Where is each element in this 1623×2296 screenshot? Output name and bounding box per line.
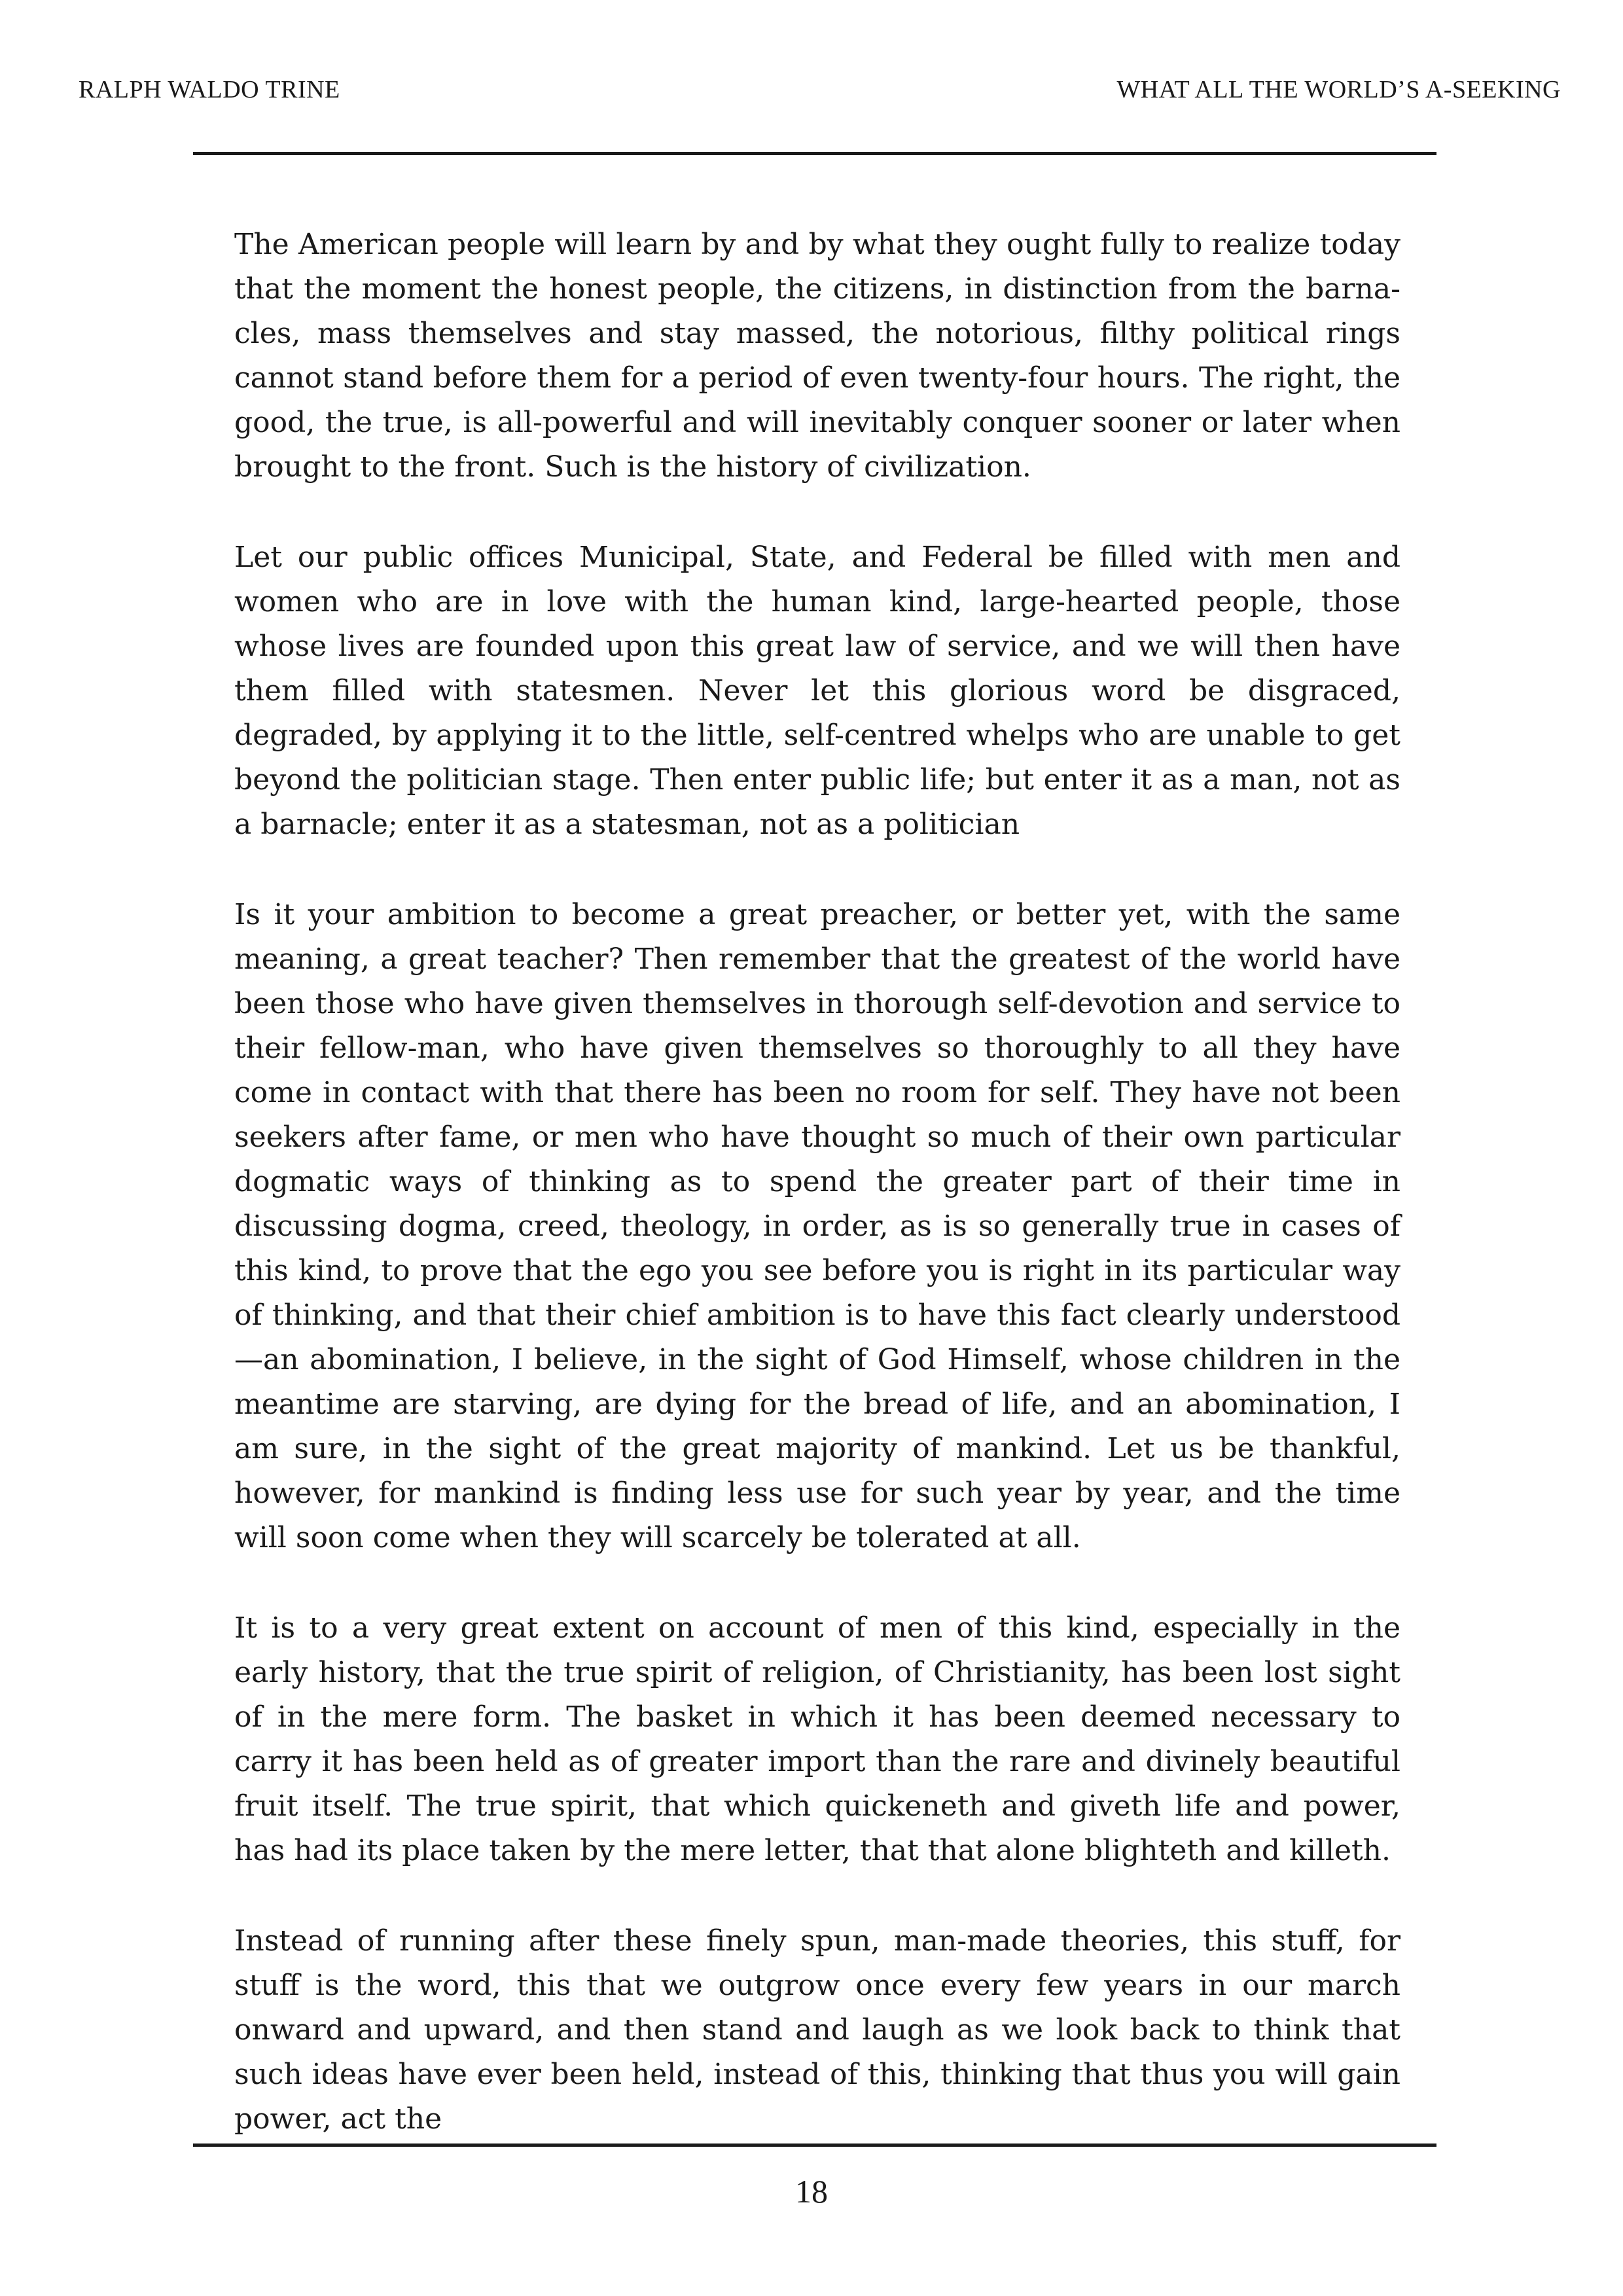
header-rule (193, 152, 1436, 155)
body-text (234, 223, 1400, 2187)
page-number: 18 (795, 2173, 828, 2210)
footer-rule (193, 2144, 1436, 2147)
paragraph: The American people will learn by and by what they ought fully to realize today that the moment the honest people, the citizens, in distinction from the barnacles, mass themselves and stay massed, the notorious, filthy political rings cannot stand before them for a period of even twenty-four hours. The right, the good, the true, is all-powerful and will inevitably conquer sooner or later when brought to the front. Such is the history of civilization. (234, 228, 1400, 484)
paragraph: It is to a very great extent on account of men of this kind, especially in the early history, that the true spirit of religion, of Christianity, has been lost sight of in the mere form. The basket in which it has been deemed necessary to carry it has been held as of greater import than the rare and divinely beautiful fruit itself. The true spirit, that which quickeneth and giveth life and power, has had its place taken by the mere letter, that that alone blighteth and killeth. (234, 1611, 1400, 1867)
running-head-author: RALPH WALDO TRINE (79, 76, 340, 103)
running-head-title: WHAT ALL THE WORLD’S A-SEEKING (1116, 76, 1561, 103)
paragraph: Instead of running after these finely spun, man-made theories, this stuff, for stuff is the word, this that we outgrow once every few years in our march onward and upward, and then stand and laugh as we look back to think that such ideas have ever been held, instead of this, thinking that thus you will gain power, act the (234, 1924, 1400, 2136)
paragraph: Let our public offices Municipal, State, and Federal be filled with men and women who are in love with the human kind, large-hearted people, those whose lives are founded upon this great law of service, and we will then have them filled with statesmen. Never let this glorious word be disgraced, degraded, by applying it to the little, self-centred whelps who are unable to get beyond the politician stage. Then enter public life; but enter it as a man, not as a barnacle; enter it as a statesman, not as a politician (234, 541, 1400, 841)
paragraph: Is it your ambition to become a great preacher, or better yet, with the same meaning, a great teacher? Then remember that the greatest of the world have been those who have given themselves in thorough self-devotion and service to their fellow-man, who have given themselves so thoroughly to all they have come in contact with that there has been no room for self. They have not been seekers after fame, or men who have thought so much of their own particular dogmatic ways of thinking as to spend the greater part of their time in discussing dogma, creed, theology, in order, as is so generally true in cases of this kind, to prove that the ego you see before you is right in its particular way of thinking, and that their chief ambition is to have this fact clearly understood—an abomination, I believe, in the sight of God Himself, whose children in the meantime are starving, are dying for the bread of life, and an abomination, I am sure, in the sight of the great majority of mankind. Let us be thankful, however, for mankind is finding less use for such year by year, and the time will soon come when they will scarcely be tolerated at all. (234, 898, 1400, 1554)
